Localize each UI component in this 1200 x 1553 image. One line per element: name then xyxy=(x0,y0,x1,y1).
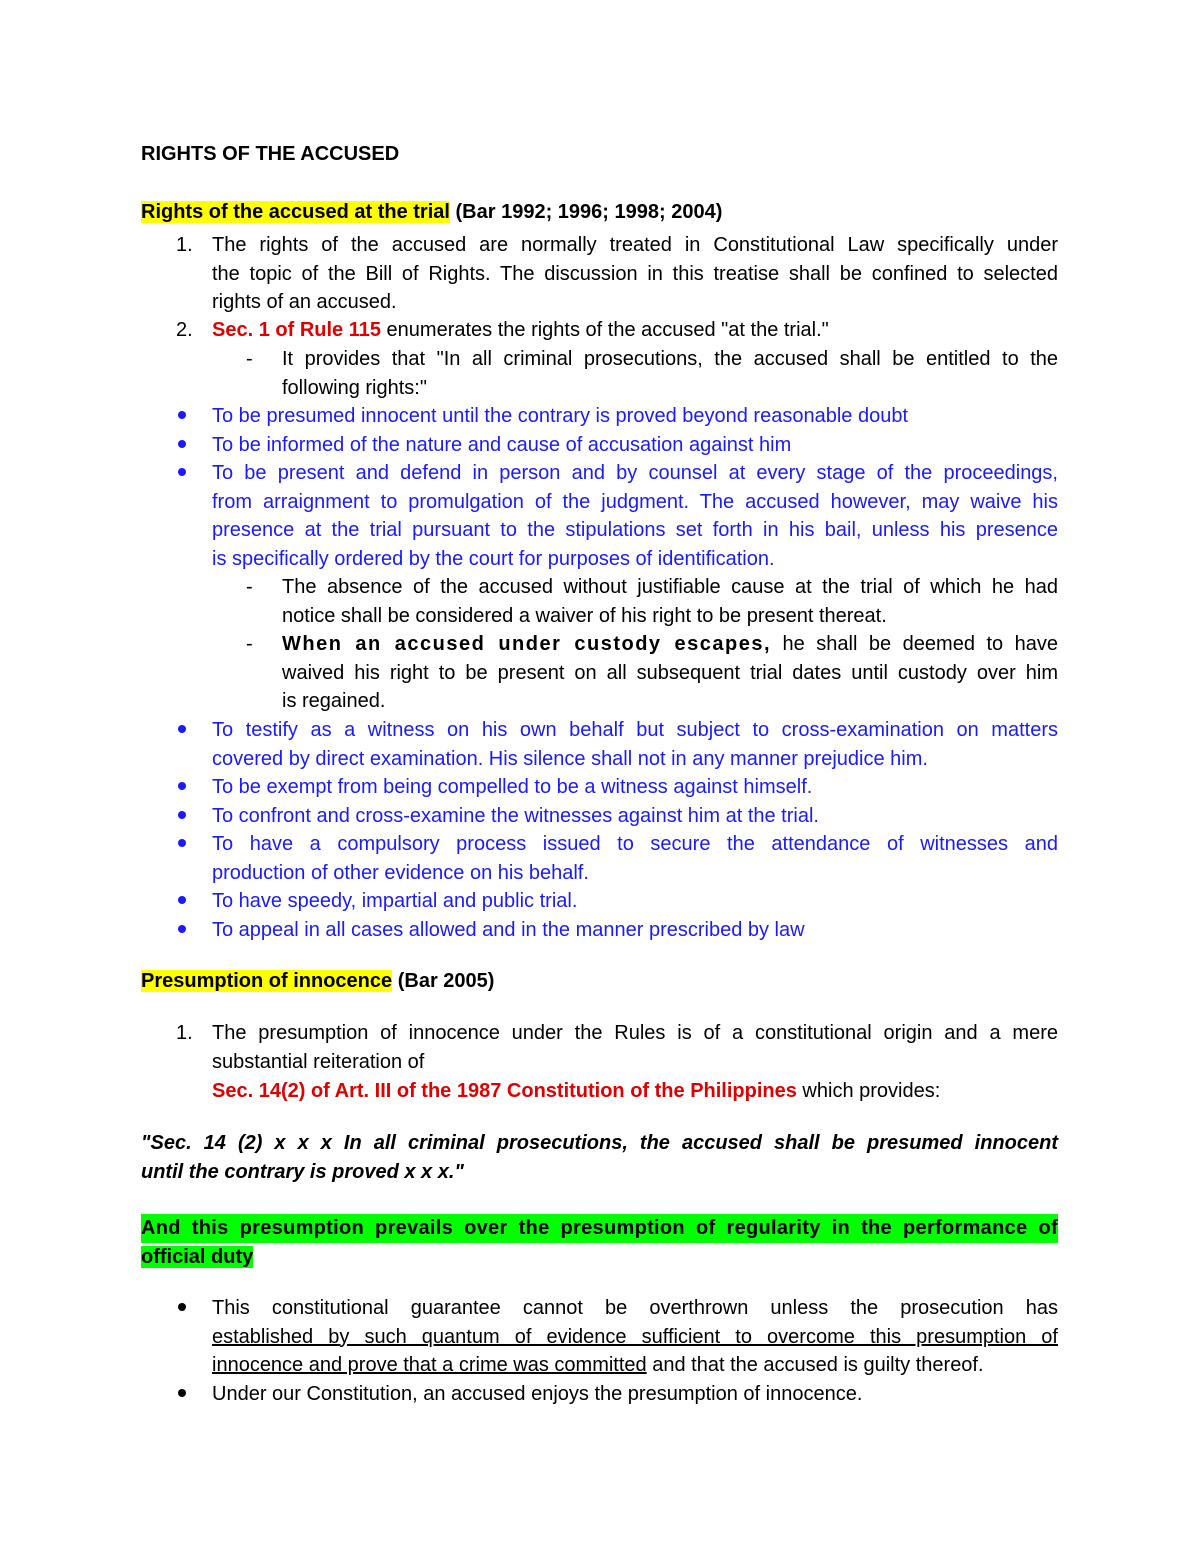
right-presumed-innocent: To be presumed innocent until the contrary is proved beyond reasonable doubt xyxy=(212,405,909,427)
bar-reference: (Bar 1992; 1996; 1998; 2004) xyxy=(449,201,723,223)
bold-phrase: When an accused under custody escapes, xyxy=(282,633,772,655)
text-span: and that the accused is guilty thereof. xyxy=(646,1354,984,1376)
bullet-icon xyxy=(178,811,186,819)
text-line: production of other evidence on his behalf. xyxy=(212,861,589,884)
list-number: 1. xyxy=(176,1022,193,1044)
dash-marker: - xyxy=(246,576,253,598)
text-line: substantial reiteration of xyxy=(212,1050,425,1073)
list-item-1-text xyxy=(212,231,1058,317)
right-present-defend xyxy=(212,459,1058,573)
bullet-icon xyxy=(178,839,186,847)
right-testify xyxy=(212,716,1058,773)
right-exempt: To be exempt from being compelled to be a witness against himself. xyxy=(212,776,813,798)
list-number: 1. xyxy=(176,234,193,256)
guarantee-bullet xyxy=(212,1294,1058,1380)
text-line: is regained. xyxy=(282,690,386,712)
highlighted-text: official duty xyxy=(141,1245,254,1268)
right-confront: To confront and cross-examine the witnesses against him at the trial. xyxy=(212,805,819,827)
document-title: RIGHTS OF THE ACCUSED xyxy=(141,143,400,165)
underlined-text: innocence and prove that a crime was committed xyxy=(212,1354,647,1376)
text-line xyxy=(212,1351,1058,1380)
bullet-icon xyxy=(178,1389,186,1397)
text-line: from arraignment to promulgation of the judgment. The accused however, may waive his xyxy=(212,490,1058,513)
text-line: The rights of the accused are normally treated in Constitutional Law specifically under xyxy=(212,234,1058,256)
text-line: the topic of the Bill of Rights. The discussion in this treatise shall be confined to selected xyxy=(212,262,1058,285)
text-line: The presumption of innocence under the Rules is of a constitutional origin and a mere xyxy=(212,1022,1058,1044)
constitution-bullet: Under our Constitution, an accused enjoys the presumption of innocence. xyxy=(212,1383,863,1405)
text-line: To testify as a witness on his own behalf but subject to cross-examination on matters xyxy=(212,719,1058,741)
dash-marker: - xyxy=(246,633,253,655)
sub-item-absence xyxy=(282,573,1058,630)
section-heading-rights-at-trial xyxy=(141,198,722,226)
list-number: 2. xyxy=(176,319,193,341)
green-highlight-statement xyxy=(141,1214,1058,1271)
highlighted-heading: Rights of the accused at the trial xyxy=(141,201,450,223)
bullet-icon xyxy=(178,725,186,733)
text-line: presence at the trial pursuant to the stipulations set forth in his bail, unless his presence xyxy=(212,519,1058,541)
highlighted-text: And this presumption prevails over the presumption of regularity in the performance of xyxy=(141,1214,1058,1243)
dash-marker: - xyxy=(246,348,253,370)
constitution-quote xyxy=(141,1129,1058,1186)
text-line: "Sec. 14 (2) x x x In all criminal prosecutions, the accused shall be presumed innocent xyxy=(141,1132,1058,1154)
highlighted-heading: Presumption of innocence xyxy=(141,970,393,992)
text-line: following rights:" xyxy=(282,376,427,399)
text-line: covered by direct examination. His silence shall not in any manner prejudice him. xyxy=(212,747,928,770)
text-line: waived his right to be present on all subsequent trial dates until custody over him xyxy=(282,661,1058,684)
underlined-text-line: established by such quantum of evidence sufficient to overcome this presumption of xyxy=(212,1325,1058,1348)
text-span: he shall be deemed to have xyxy=(771,633,1058,655)
list-item-2-text xyxy=(212,316,829,344)
text-line: It provides that "In all criminal prosecutions, the accused shall be entitled to the xyxy=(282,348,1058,370)
bullet-icon xyxy=(178,440,186,448)
bullet-icon xyxy=(178,896,186,904)
right-informed: To be informed of the nature and cause of accusation against him xyxy=(212,434,792,456)
text-span: which provides: xyxy=(796,1080,941,1102)
text-line: To have a compulsory process issued to secure the attendance of witnesses and xyxy=(212,833,1058,855)
constitution-reference-line xyxy=(212,1077,940,1105)
right-compulsory-process xyxy=(212,830,1058,887)
text-line: To be present and defend in person and by counsel at every stage of the proceedings, xyxy=(212,462,1058,484)
right-speedy-trial: To have speedy, impartial and public trial. xyxy=(212,890,578,912)
text-line xyxy=(141,1243,1058,1272)
presumption-item-text xyxy=(212,1019,1058,1076)
text-span: enumerates the rights of the accused "at the trial." xyxy=(380,319,829,341)
text-line: until the contrary is proved x x x." xyxy=(141,1160,464,1183)
bullet-icon xyxy=(178,782,186,790)
bullet-icon xyxy=(178,468,186,476)
rule-reference: Sec. 1 of Rule 115 xyxy=(212,319,381,341)
constitution-reference: Sec. 14(2) of Art. III of the 1987 Constitution of the Philippines xyxy=(212,1080,797,1102)
text-line: This constitutional guarantee cannot be overthrown unless the prosecution has xyxy=(212,1297,1058,1319)
bullet-icon xyxy=(178,411,186,419)
bullet-icon xyxy=(178,925,186,933)
text-line xyxy=(282,630,1058,659)
right-appeal: To appeal in all cases allowed and in the manner prescribed by law xyxy=(212,919,805,941)
text-line: rights of an accused. xyxy=(212,291,397,313)
sub-item-escape xyxy=(282,630,1058,716)
section-heading-presumption xyxy=(141,967,494,995)
bullet-icon xyxy=(178,1303,186,1311)
text-line xyxy=(141,1214,1058,1243)
text-line: notice shall be considered a waiver of his right to be present thereat. xyxy=(282,604,887,627)
text-line: is specifically ordered by the court for purposes of identification. xyxy=(212,547,775,570)
sub-item-text xyxy=(282,345,1058,402)
bar-reference: (Bar 2005) xyxy=(392,970,495,992)
text-line: The absence of the accused without justifiable cause at the trial of which he had xyxy=(282,576,1058,598)
